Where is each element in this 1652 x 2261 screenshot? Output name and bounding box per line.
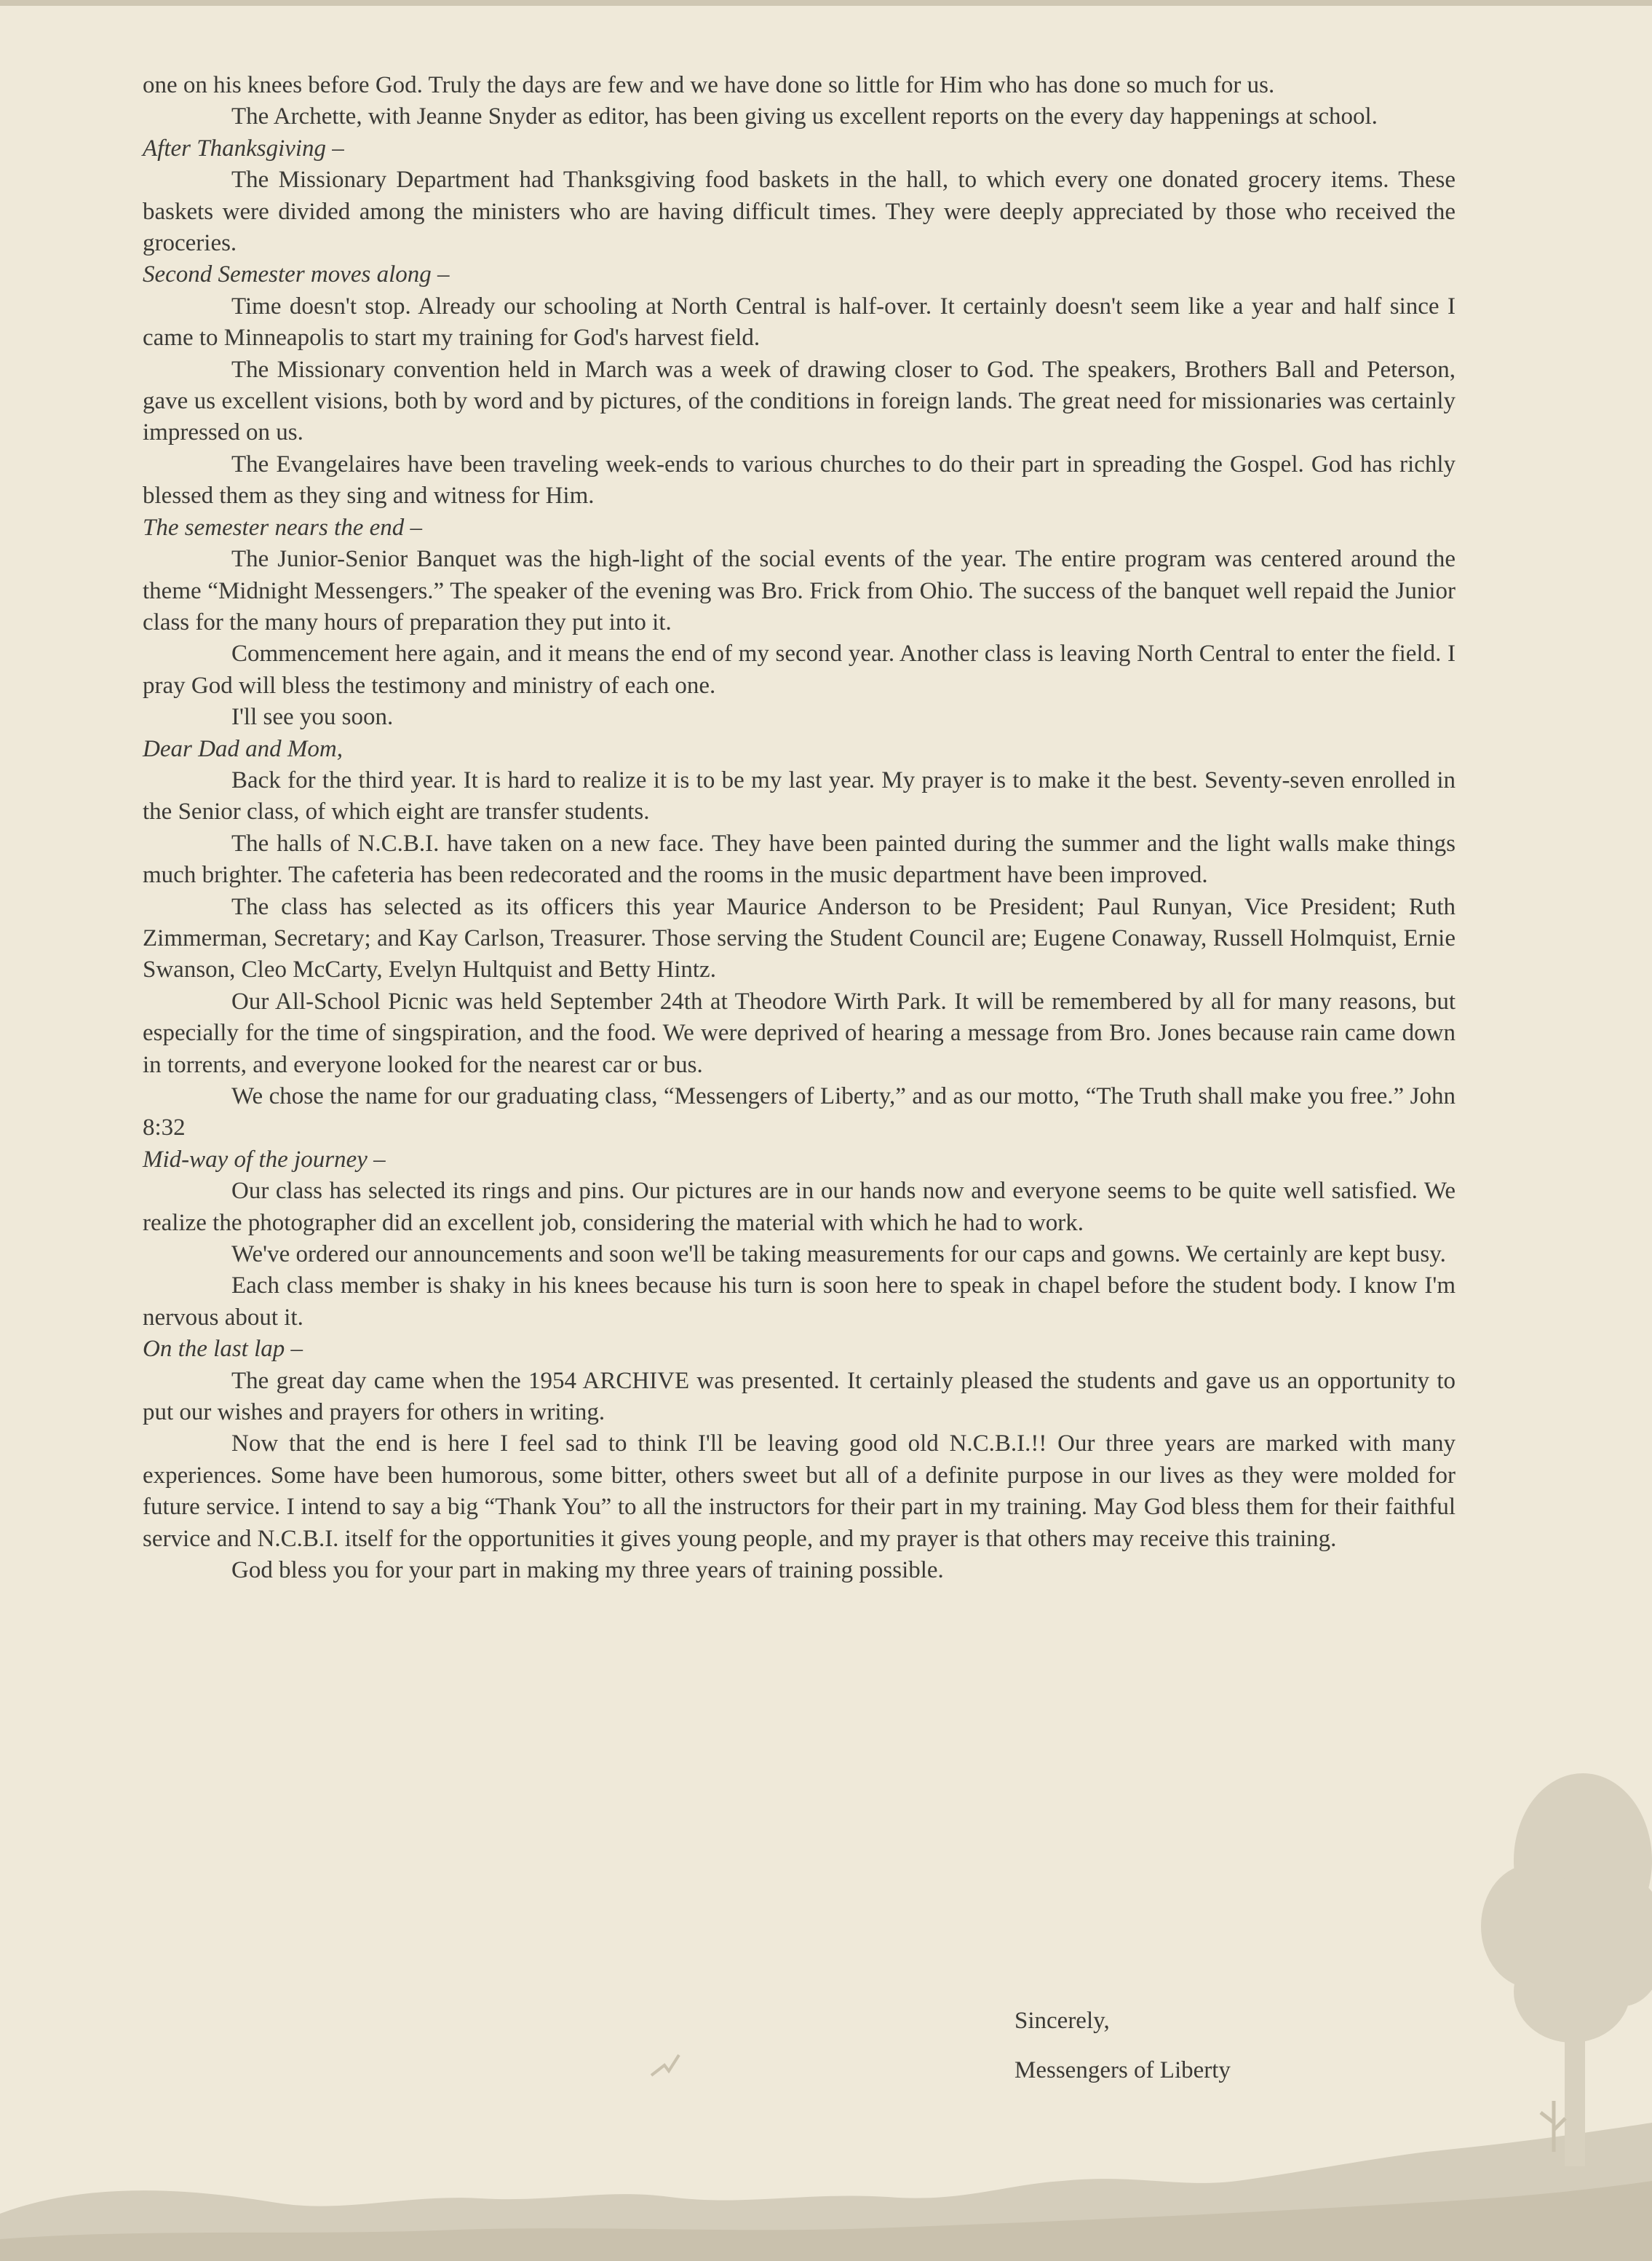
heading-after-thanksgiving: After Thanksgiving –	[143, 135, 344, 162]
paragraph-officers: The class has selected as its officers this year Maurice Anderson to be President; Paul Runyan, Vice President; Ruth Zimmerman, Secretary; and Kay Carlson, Treasurer. Those serving the Student Council are; Eugene Conaway, Russell Holmquist, Ernie Swanson, Cleo McCarty, Evelyn Hultquist and Betty Hintz.	[143, 893, 1456, 983]
paragraph-picnic: Our All-School Picnic was held September 24th at Theodore Wirth Park. It will be remembered by all for many reasons, but especially for the time of singspiration, and the food. We were deprived of hearing a message from Bro. Jones because rain came down in torrents, and everyone looked for the nearest car or bus.	[143, 988, 1456, 1078]
paragraph-time: Time doesn't stop. Already our schooling at North Central is half-over. It certainly doesn't seem like a year and half since I came to Minneapolis to start my training for God's harvest field.	[143, 293, 1456, 352]
paragraph-end: Now that the end is here I feel sad to think I'll be leaving good old N.C.B.I.!! Our three years are marked with many experiences. Some have been humorous, some bitter, others sweet but all of a definite purpose in our lives as they were molded for future service. I intend to say a big “Thank You” to all the instructors for their part in my training. May God bless them for their faithful service and N.C.B.I. itself for the opportunities it gives young people, and my prayer is that others may receive this training.	[143, 1430, 1456, 1552]
paragraph-missionary-baskets: The Missionary Department had Thanksgiving food baskets in the hall, to which every one donated grocery items. These baskets were divided among the ministers who are having difficult times. They were deeply appreciated by those who received the groceries.	[143, 167, 1456, 257]
salutation: Dear Dad and Mom,	[143, 735, 343, 762]
paragraph-see-you: I'll see you soon.	[231, 704, 394, 731]
paragraph-archette: The Archette, with Jeanne Snyder as editor, has been giving us excellent reports on the every day happenings at school.	[231, 103, 1378, 130]
paragraph-announcements: We've ordered our announcements and soon we'll be taking measurements for our caps and gowns. We certainly are kept busy.	[231, 1241, 1446, 1268]
paragraph-missionary-convention: The Missionary convention held in March was a week of drawing closer to God. The speakers, Brothers Ball and Peterson, gave us excellent visions, both by word and by pictures, of the conditions in foreign lands. The great need for missionaries was certainly impressed on us.	[143, 356, 1456, 446]
letter-body	[143, 70, 1456, 1587]
paragraph-intro-continued: one on his knees before God. Truly the days are few and we have done so little for Him who has done so much for us.	[143, 72, 1275, 98]
paragraph-archive: The great day came when the 1954 ARCHIVE was presented. It certainly pleased the students and gave us an opportunity to put our wishes and prayers for others in writing.	[143, 1367, 1456, 1426]
paragraph-rings: Our class has selected its rings and pins. Our pictures are in our hands now and everyone seems to be quite well satisfied. We realize the photographer did an excellent job, considering the material with which he had to work.	[143, 1178, 1456, 1236]
paragraph-chapel: Each class member is shaky in his knees because his turn is soon here to speak in chapel before the student body. I know I'm nervous about it.	[143, 1272, 1456, 1331]
heading-last-lap: On the last lap –	[143, 1336, 303, 1363]
paragraph-banquet: The Junior-Senior Banquet was the high-light of the social events of the year. The entire program was centered around the theme “Midnight Messengers.” The speaker of the evening was Bro. Frick from Ohio. The success of the banquet well repaid the Junior class for the many hours of preparation they put into it.	[143, 546, 1456, 635]
landscape-illustration	[0, 1679, 1652, 2261]
signature: Messengers of Liberty	[1014, 2057, 1231, 2083]
page-top-edge	[0, 0, 1652, 6]
paragraph-class-name: We chose the name for our graduating class, “Messengers of Liberty,” and as our motto, “The Truth shall make you free.” John 8:32	[143, 1083, 1456, 1141]
paragraph-third-year: Back for the third year. It is hard to realize it is to be my last year. My prayer is to make it the best. Seventy-seven enrolled in the Senior class, of which eight are transfer students.	[143, 767, 1456, 825]
paragraph-bless: God bless you for your part in making my three years of training possible.	[231, 1557, 944, 1584]
paragraph-halls: The halls of N.C.B.I. have taken on a new face. They have been painted during the summer and the light walls make things much brighter. The cafeteria has been redecorated and the rooms in the music department have been improved.	[143, 830, 1456, 889]
heading-semester-end: The semester nears the end –	[143, 514, 423, 541]
tree-illustration	[1481, 1773, 1652, 2166]
paragraph-evangelaires: The Evangelaires have been traveling week-ends to various churches to do their part in spreading the Gospel. God has richly blessed them as they sing and witness for Him.	[143, 451, 1456, 510]
heading-midway: Mid-way of the journey –	[143, 1146, 386, 1173]
bird-icon	[651, 2055, 679, 2075]
closing: Sincerely,	[1014, 2008, 1110, 2034]
paragraph-commencement: Commencement here again, and it means the end of my second year. Another class is leaving North Central to enter the field. I pray God will bless the testimony and ministry of each one.	[143, 641, 1456, 699]
heading-second-semester: Second Semester moves along –	[143, 261, 450, 288]
